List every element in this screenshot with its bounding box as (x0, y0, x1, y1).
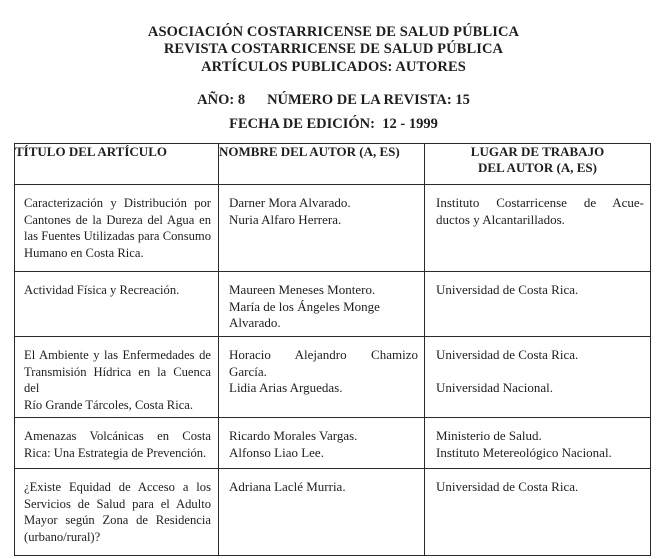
articles-table (14, 143, 651, 556)
author-names-cell (219, 418, 425, 469)
workplace-cell (425, 185, 651, 272)
issue-number-label: NÚMERO DE LA REVISTA: 15 (267, 92, 470, 108)
workplace-cell (425, 337, 651, 418)
article-title-cell-line: (urbano/rural)? (24, 529, 101, 544)
author-names-cell-line: María de los Ángeles Monge (229, 298, 380, 314)
article-title-cell-line: Rica: Una Estrategia de Prevención. (24, 445, 207, 460)
article-title-cell-line: Cantones de la Dureza del Agua en (24, 212, 211, 227)
table-row (15, 469, 651, 556)
article-title-cell-line: Mayor según Zona de Residencia (24, 513, 211, 527)
author-names-cell (219, 469, 425, 556)
author-names-cell-line: Maureen Meneses Montero. (229, 282, 376, 297)
year-label: AÑO: 8 (197, 92, 246, 108)
article-title-cell (15, 185, 219, 272)
article-title-cell-line: Servicios de Salud para el Adulto (24, 496, 211, 511)
workplace-cell-line: ductos y Alcantarillados. (436, 211, 565, 227)
table-header-row (15, 144, 651, 185)
workplace-cell-line: Universidad de Costa Rica. (436, 479, 579, 494)
author-names-cell-line: Alvarado. (229, 315, 281, 330)
author-names-cell-line: Horacio Alejandro Chamizo (229, 347, 418, 362)
workplace-cell (425, 418, 651, 469)
document-title: ARTÍCULOS PUBLICADOS: AUTORES (201, 59, 466, 75)
article-title-cell (15, 337, 219, 418)
column-header-author: NOMBRE DEL AUTOR (A, ES) (219, 144, 425, 185)
article-title-cell-line: Transmisión Hídrica en la Cuenca del (24, 364, 211, 395)
column-header-workplace (425, 144, 651, 185)
column-header-workplace-line1: LUGAR DE TRABAJO (470, 144, 605, 159)
workplace-cell-line (436, 364, 644, 381)
article-title-cell-line: Amenazas Volcánicas en Costa (24, 429, 211, 443)
workplace-cell (425, 272, 651, 337)
article-title-cell-line: Humano en Costa Rica. (24, 245, 144, 260)
article-title-cell (15, 272, 219, 337)
article-title-cell (15, 418, 219, 469)
workplace-cell-line: Instituto Costarricense de Acue- (436, 195, 644, 210)
column-header-workplace-line2: DEL AUTOR (A, ES) (478, 160, 597, 175)
author-names-cell-line: Alfonso Liao Lee. (229, 444, 324, 460)
association-title: ASOCIACIÓN COSTARRICENSE DE SALUD PÚBLICA (147, 24, 520, 40)
author-names-cell-line: Adriana Laclé Murria. (229, 479, 346, 494)
author-names-cell (219, 185, 425, 272)
edition-date-label: FECHA DE EDICIÓN: (229, 116, 375, 132)
edition-date (0, 116, 667, 133)
table-row (15, 418, 651, 469)
author-names-cell-line: Darner Mora Alvarado. (229, 195, 351, 210)
author-names-cell (219, 272, 425, 337)
workplace-cell-line: Universidad de Costa Rica. (436, 347, 579, 362)
article-title-cell-line: las Fuentes Utilizadas para Consumo (24, 229, 211, 243)
table-row (15, 272, 651, 337)
article-title-cell (15, 469, 219, 556)
article-title-cell-line: Actividad Física y Recreación. (24, 283, 180, 297)
workplace-cell (425, 469, 651, 556)
author-names-cell-line: García. (229, 363, 267, 379)
author-names-cell-line: Ricardo Morales Vargas. (229, 428, 358, 443)
journal-title: REVISTA COSTARRICENSE DE SALUD PÚBLICA (163, 41, 504, 57)
article-title-cell-line: El Ambiente y las Enfermedades de (24, 348, 211, 362)
article-title-cell-line: ¿Existe Equidad de Acceso a los (24, 480, 211, 494)
workplace-cell-line: Universidad Nacional. (436, 380, 553, 395)
table-row (15, 337, 651, 418)
article-title-cell-line: Caracterización y Distribución por (24, 196, 211, 210)
author-names-cell-line: Nuria Alfaro Herrera. (229, 211, 342, 227)
workplace-cell-line: Universidad de Costa Rica. (436, 282, 579, 297)
workplace-cell-line: Instituto Metereológico Nacional. (436, 444, 612, 460)
edition-date-value: 12 - 1999 (382, 116, 438, 132)
author-names-cell (219, 337, 425, 418)
table-row (15, 185, 651, 272)
workplace-cell-line: Ministerio de Salud. (436, 428, 542, 443)
author-names-cell-line: Lidia Arias Arguedas. (229, 380, 343, 395)
column-header-title: TÍTULO DEL ARTÍCULO (15, 144, 219, 185)
issue-info (0, 92, 667, 109)
article-title-cell-line: Río Grande Tárcoles, Costa Rica. (24, 397, 194, 412)
